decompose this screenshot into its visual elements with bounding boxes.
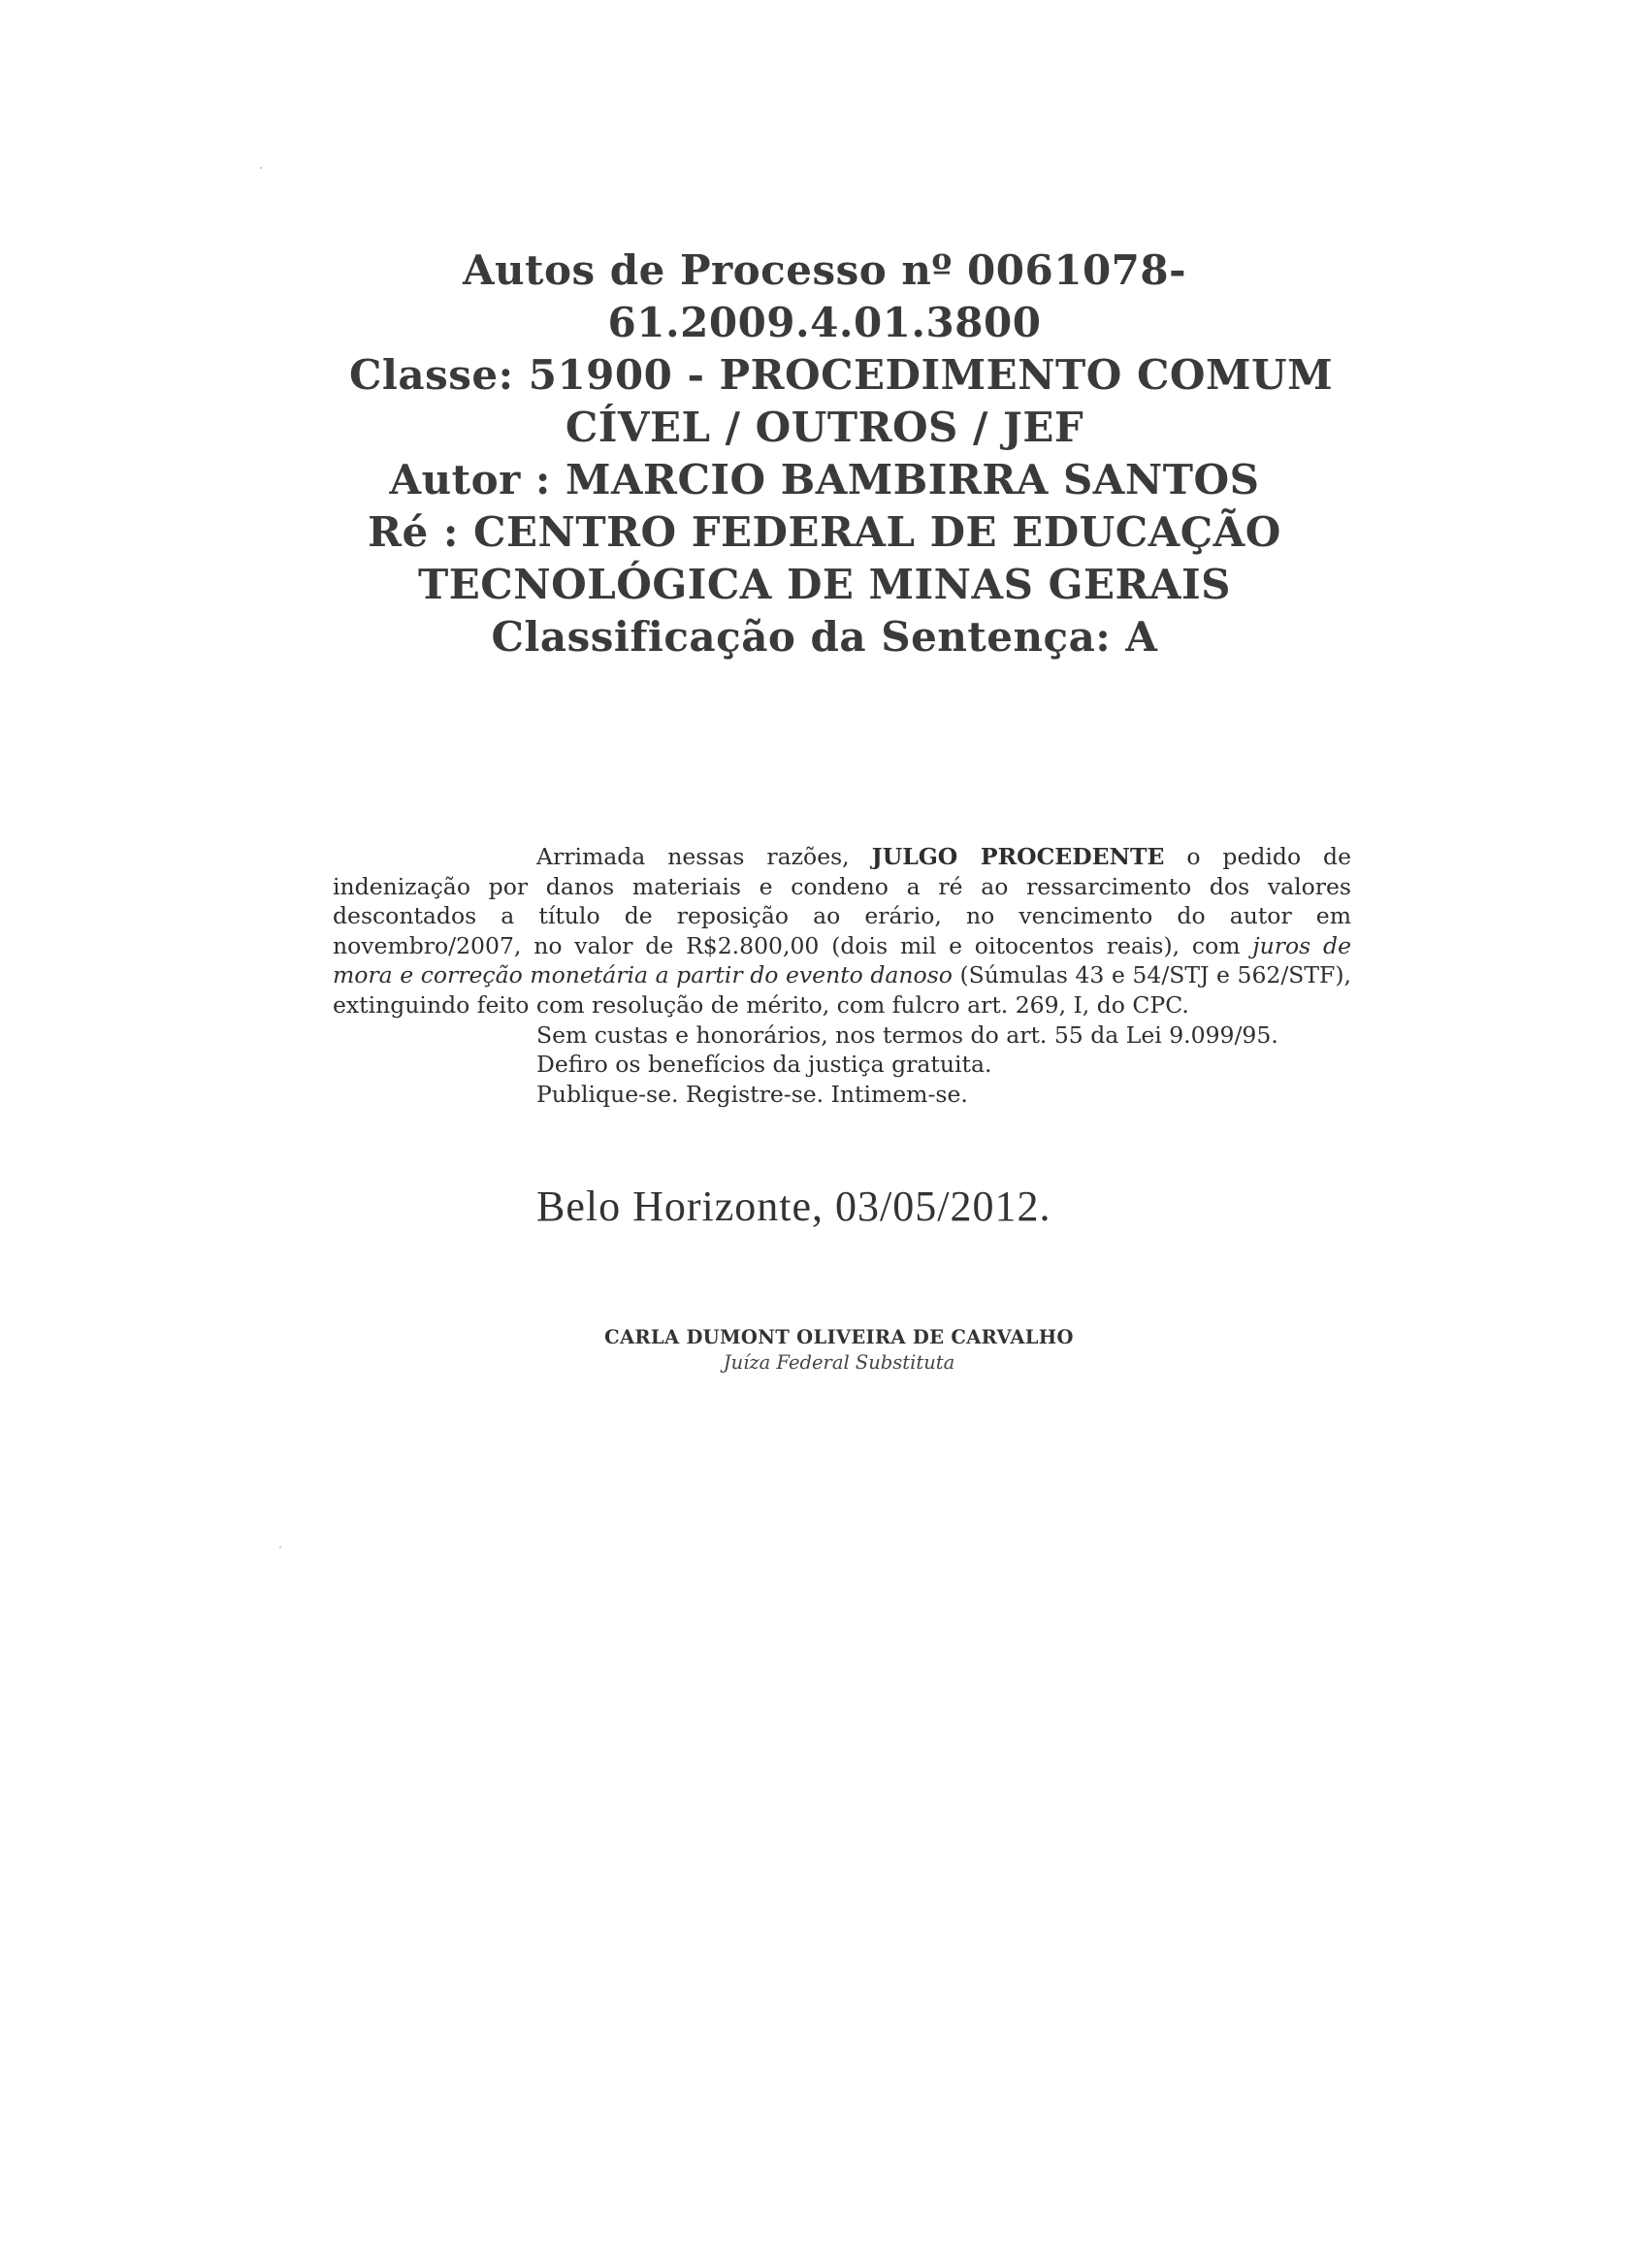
judge-title: Juíza Federal Substituta	[723, 1351, 955, 1374]
free-justice-line: Defiro os benefícios da justiça gratuita.	[536, 1051, 992, 1079]
defendant-line-1: Ré : CENTRO FEDERAL DE EDUCAÇÃO	[368, 508, 1281, 556]
sentence-body	[333, 842, 1351, 1109]
sentence-classification: Classificação da Sentença: A	[491, 613, 1158, 661]
ruling-interest-text: juros de mora e correção monetária a partir do evento danoso	[333, 931, 1351, 989]
case-class-line-1: Classe: 51900 - PROCEDIMENTO COMUM	[349, 351, 1334, 399]
ruling-paragraph	[333, 842, 1351, 1021]
publication-line: Publique-se. Registre-se. Intimem-se.	[536, 1080, 968, 1108]
case-class-line-2: CÍVEL / OUTROS / JEF	[565, 404, 1084, 451]
ruling-text-end: (Súmulas 43 e 54/STJ e 562/STF), extinguindo feito com resolução de mérito, com fulcro art. 269, I, do CPC.	[333, 961, 1351, 1019]
plaintiff-line: Autor : MARCIO BAMBIRRA SANTOS	[389, 456, 1260, 503]
defendant-line-2: TECNOLÓGICA DE MINAS GERAIS	[418, 561, 1231, 608]
scan-speck	[279, 1546, 281, 1548]
case-header	[349, 244, 1334, 664]
ruling-text: o pedido de indenização por danos materiais e condeno a ré ao ressarcimento dos valores descontados a título de reposição ao erário, no vencimento do autor em novembro/2007, no valor de R$2.800,00 (dois mil e oitocentos reais), com	[333, 843, 1351, 959]
signature-block	[524, 1325, 1154, 1376]
scan-speck	[260, 167, 262, 169]
case-number-line-1: Autos de Processo nº 0061078-	[462, 246, 1187, 294]
place-date: Belo Horizonte, 03/05/2012.	[536, 1183, 1051, 1230]
costs-paragraph: Sem custas e honorários, nos termos do art. 55 da Lei 9.099/95.	[536, 1021, 1278, 1049]
ruling-decision: JULGO PROCEDENTE	[871, 843, 1165, 870]
judge-name: CARLA DUMONT OLIVEIRA DE CARVALHO	[604, 1326, 1074, 1348]
ruling-intro: Arrimada nessas razões,	[536, 843, 872, 870]
case-number-line-2: 61.2009.4.01.3800	[607, 299, 1042, 346]
